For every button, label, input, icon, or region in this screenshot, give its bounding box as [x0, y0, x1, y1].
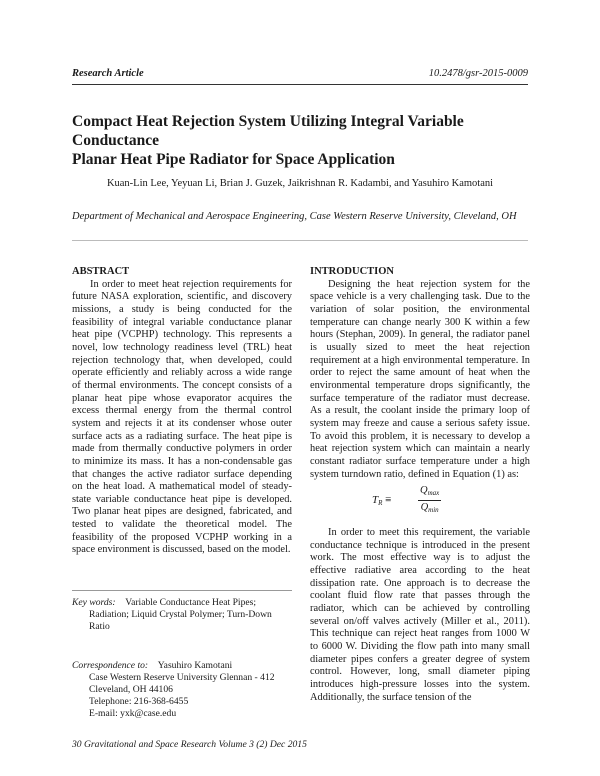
keywords-line-1: Variable Conductance Heat Pipes; [125, 597, 257, 608]
abstract-heading: ABSTRACT [72, 266, 130, 277]
equation-1 [310, 485, 530, 514]
abstract-column [72, 266, 292, 557]
correspondence-line-1: Case Western Reserve University Glennan - 412 [89, 672, 275, 683]
keywords-line-2: Radiation; Liquid Crystal Polymer; Turn-Down [89, 609, 272, 620]
keywords-divider [72, 590, 292, 591]
header-divider [72, 84, 528, 85]
doi-label: 10.2478/gsr-2015-0009 [428, 68, 528, 79]
affiliation-divider [72, 240, 528, 241]
introduction-heading: INTRODUCTION [310, 266, 395, 277]
keywords-line-3: Ratio [89, 621, 110, 632]
introduction-paragraph-1: Designing the heat rejection system for the space vehicle is a very challenging task. Due to the variation of solar position, the environmental temperature can change nearly 300 K within a few hours (Stephan, 2009). In general, the radiator panel is usually sized to meet the heat rejection requirement at a high environmental temperature. In order to reject the same amount of heat when the environmental temperature drops significantly, the surface temperature of the radiator must decrease. As a result, the coolant inside the primary loop of system may freeze and cause a serious safety issue. To avoid this problem, it is necessary to develop a heat rejection system which can maintain a nearly constant radiator surface temperature under a high system turndown ratio, defined in Equation (1) as: [310, 278, 530, 480]
title-line-2: Planar Heat Pipe Radiator for Space Application [72, 151, 395, 168]
correspondence-line-3: Telephone: 216-368-6455 [89, 696, 189, 707]
correspondence-email: E-mail: yxk@case.edu [89, 708, 177, 719]
equation-lhs: $T_R$ ≡ [372, 494, 392, 508]
equation-denominator: $Q_{min}$ [420, 501, 439, 514]
title-line-1: Compact Heat Rejection System Utilizing Integral Variable Conductance [72, 113, 464, 149]
equation-fraction [418, 485, 441, 516]
keywords-block [72, 597, 297, 633]
introduction-column [310, 266, 530, 704]
abstract-text: In order to meet heat rejection requirements for future NASA exploration, scientific, and discovery missions, a study is being conducted for the feasibility of integral variable conductance planar heat pipe (VCPHP) technology. This represents a novel, low technology readiness level (TRL) heat rejection technology that, when developed, could operate efficiently and reliably across a wide range of thermal environments. The concept consists of a planar heat pipe whose evaporator acquires the excess thermal energy from the thermal control system and rejects it at its condenser whose outer surface acts as a radiating surface. The heat pipe is made from thermally conductive polymers in order to minimize its mass. It has a non-condensable gas that changes the active radiator surface depending on the heat load. A mathematical model of steady-state variable conductance heat pipe is developed. Two planar heat pipes are designed, fabricated, and tested to validate the theoretical model. The feasibility of the proposed VCPHP working in a space environment is discussed, based on the model. [72, 278, 292, 556]
article-type-label: Research Article [72, 68, 144, 79]
paper-title [72, 112, 542, 169]
affiliation: Department of Mechanical and Aerospace Engineering, Case Western Reserve University, Cleveland, OH [72, 211, 517, 222]
equation-numerator: $Q_{max}$ [418, 485, 441, 501]
correspondence-block [72, 660, 297, 720]
introduction-paragraph-2: In order to meet this requirement, the variable conductance technique is introduced in the present work. The most effective way is to adjust the effective radiative area according to the heat dissipation rate. One approach is to decrease the coolant fluid flow rate that passes through the radiator, which can be achieved by controlling several on/off valves actively (Miller et al., 2011). This technique can reject heat ranges from 1000 W to 6000 W. Dividing the flow path into many small diameter pipes confers a greater degree of system control. However, long, small diameter piping introduces high-pressure losses into the system. Additionally, the surface tension of the [310, 527, 530, 703]
correspondence-line-2: Cleveland, OH 44106 [89, 684, 173, 695]
correspondence-name: Yasuhiro Kamotani [157, 660, 233, 671]
keywords-label: Key words: [72, 597, 116, 608]
correspondence-label: Correspondence to: [72, 660, 149, 671]
author-list: Kuan-Lin Lee, Yeyuan Li, Brian J. Guzek, Jaikrishnan R. Kadambi, and Yasuhiro Kamotani [106, 178, 494, 189]
page-footer: 30 Gravitational and Space Research Volume 3 (2) Dec 2015 [72, 739, 307, 750]
